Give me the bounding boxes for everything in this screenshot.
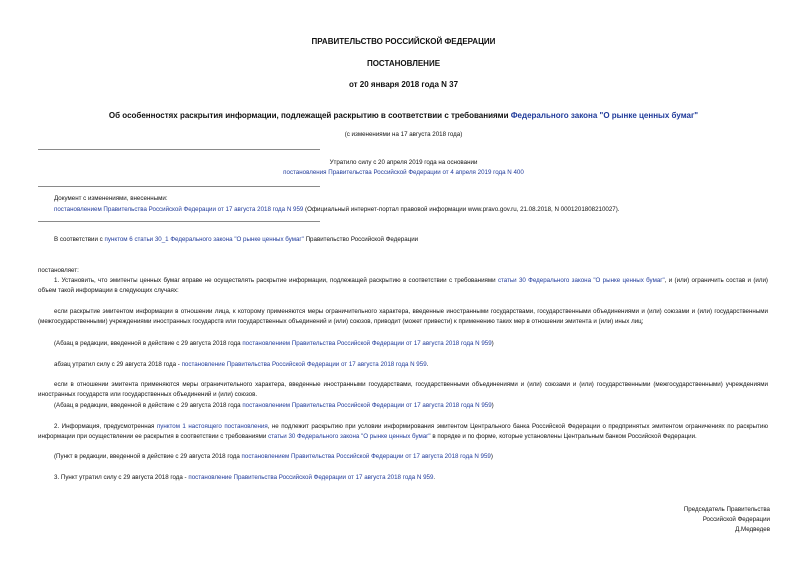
- p1-text: 1. Установить, что эмитенты ценных бумаг вправе не осуществлять раскрытие информации, подлежащей раскрытию в соответствии с требованиями: [54, 277, 498, 284]
- note-text: ): [491, 340, 494, 347]
- repeal-link[interactable]: постановления Правительства Российской Федерации от 4 апреля 2019 года N 400: [283, 169, 524, 176]
- basis-paragraph: [54, 235, 418, 245]
- p3-link[interactable]: постановление Правительства Российской Федерации от 17 августа 2018 года N 959: [188, 474, 434, 481]
- divider: [38, 186, 320, 187]
- p2-note-link[interactable]: постановлением Правительства Российской Федерации от 17 августа 2018 года N 959: [241, 453, 491, 460]
- p1-text: , и (или) ограничить состав и (или) объем такой информации в следующих случаях:: [38, 277, 768, 295]
- case-2-paragraph: если в отношении эмитента применяются меры ограничительного характера, введенные иностранными государствами, государственными объединениями и (или) союзами и (или) государственными (межгосударственными) учреждениями иностранных государств или государственных объединений и (или) союзов.: [38, 381, 768, 399]
- p2-link-1[interactable]: пунктом 1 настоящего постановления: [156, 423, 268, 430]
- note-text: ): [491, 402, 494, 409]
- divider: [38, 149, 320, 150]
- repeal-line: Утратило силу с 20 апреля 2019 года на основании: [329, 159, 478, 166]
- void-paragraph: [54, 360, 428, 370]
- signature-country: Российской Федерации: [702, 516, 770, 523]
- document-title: [0, 111, 807, 120]
- basis-text: В соответствии с: [54, 236, 105, 243]
- note-text: (Абзац в редакции, введенной в действие с 29 августа 2018 года: [54, 340, 243, 347]
- case-1-note: [54, 339, 494, 349]
- void-text: абзац утратил силу с 29 августа 2018 года -: [54, 361, 182, 368]
- p3-text: .: [433, 474, 436, 481]
- title-law-link[interactable]: Федерального закона "О рынке ценных бумаг": [510, 111, 699, 120]
- p1-link[interactable]: статьи 30 Федерального закона "О рынке ценных бумаг": [497, 277, 665, 284]
- case-2-note-link[interactable]: постановлением Правительства Российской Федерации от 17 августа 2018 года N 959: [242, 402, 492, 409]
- changes-line: [54, 205, 620, 215]
- header-government: ПРАВИТЕЛЬСТВО РОССИЙСКОЙ ФЕДЕРАЦИИ: [311, 37, 496, 46]
- paragraph-2-note: [54, 452, 493, 462]
- paragraph-3: [54, 473, 435, 483]
- divider: [38, 221, 320, 222]
- signature-name: Д.Медведев: [735, 526, 770, 533]
- paragraph-2: [38, 422, 768, 443]
- changes-heading: Документ с изменениями, внесенными:: [54, 195, 168, 202]
- header-date: от 20 января 2018 года N 37: [348, 80, 459, 89]
- p2-text: , не подлежит раскрытию при условии информирования эмитентом Центрального банка Российской Федерации о предпринятых эмитентом ограничениях по раскрытию информации при осуществлении ее раскрытия в соответствии с требованиями: [38, 423, 768, 441]
- note-text: (Пункт в редакции, введенной в действие с 29 августа 2018 года: [54, 453, 242, 460]
- case-2-note: [54, 401, 494, 411]
- void-text: .: [426, 361, 429, 368]
- basis-text: Правительство Российской Федерации: [303, 236, 419, 243]
- p2-link-2[interactable]: статьи 30 Федерального закона "О рынке ценных бумаг": [268, 433, 431, 441]
- header-kind: ПОСТАНОВЛЕНИЕ: [366, 59, 441, 68]
- decides-label: постановляет:: [38, 267, 79, 274]
- note-text: ): [490, 453, 493, 460]
- changes-link[interactable]: постановлением Правительства Российской Федерации от 17 августа 2018 года N 959: [54, 206, 304, 213]
- title-text: Об особенностях раскрытия информации, подлежащей раскрытию в соответствии с требованиями: [108, 111, 511, 120]
- paragraph-1: [38, 276, 768, 297]
- case-1-paragraph: если раскрытие эмитентом информации в отношении лица, к которому применяются меры ограничительного характера, введенные иностранными государствами, государственными объединениями и (или) союзами и (или) государственными (межгосударственными) учреждениями иностранных государств или государственных объединений и (или) союзов, приводит (может привести) к применению таких мер в отношении эмитента и (или) иных лиц;: [38, 308, 768, 326]
- void-link[interactable]: постановление Правительства Российской Федерации от 17 августа 2018 года N 959: [181, 361, 427, 368]
- signature-title: Председатель Правительства: [683, 506, 770, 513]
- changes-source: (Официальный интернет-портал правовой информации www.pravo.gov.ru, 21.08.2018, N 0001201808210027).: [303, 206, 620, 213]
- case-1-note-link[interactable]: постановлением Правительства Российской Федерации от 17 августа 2018 года N 959: [242, 340, 492, 347]
- p3-text: 3. Пункт утратил силу с 29 августа 2018 года -: [54, 474, 189, 481]
- p2-text: в порядке и по форме, которые установлены Центральным банком Российской Федерации.: [430, 433, 697, 441]
- note-text: (Абзац в редакции, введенной в действие с 29 августа 2018 года: [54, 402, 243, 409]
- amendment-note: (с изменениями на 17 августа 2018 года): [344, 131, 463, 138]
- p2-text: 2. Информация, предусмотренная: [54, 423, 157, 430]
- basis-link[interactable]: пунктом 6 статьи 30_1 Федерального закона "О рынке ценных бумаг": [104, 236, 304, 243]
